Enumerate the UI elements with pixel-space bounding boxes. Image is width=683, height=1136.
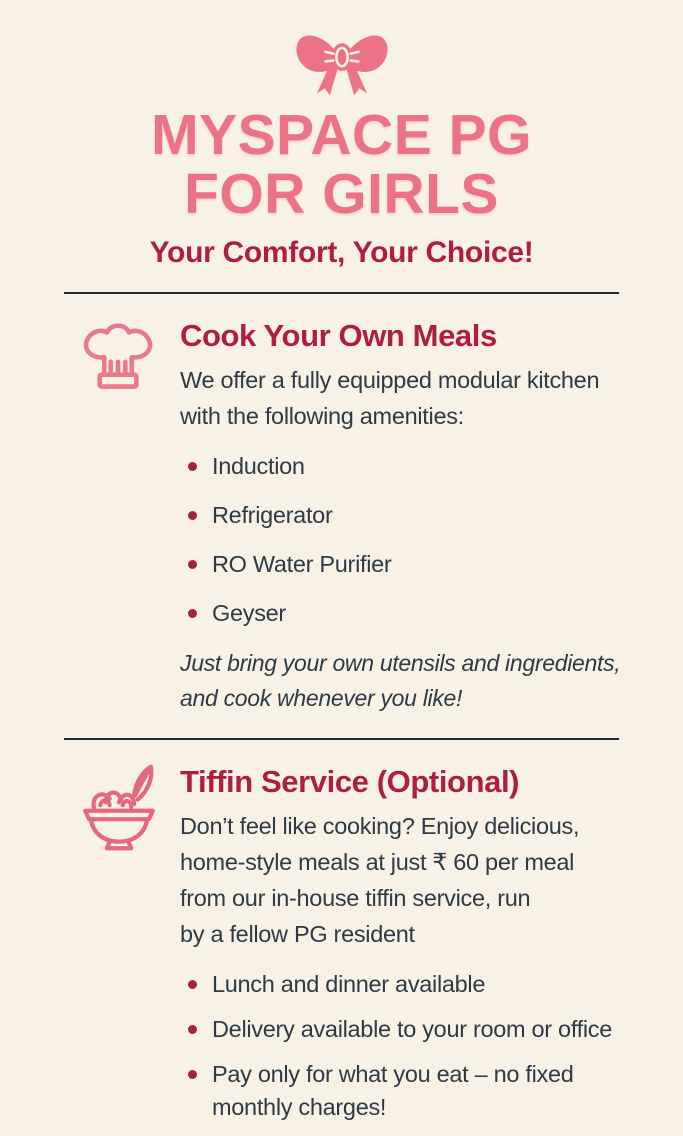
bullet-dot (188, 560, 197, 569)
tiffin-bowl-icon (74, 760, 164, 854)
bullet-dot (188, 511, 197, 520)
section2-content (180, 758, 655, 1136)
bullet-dot (188, 980, 197, 989)
list-item (186, 499, 655, 532)
section2-intro-line3: from our in-house tiffin service, run (180, 885, 531, 912)
section-cook-your-own-meals (0, 294, 683, 716)
amenities-list (186, 450, 655, 630)
section2-heading: Tiffin Service (Optional) (180, 764, 520, 800)
list-item (186, 548, 655, 581)
list-item (186, 450, 655, 483)
feature-pay-line1: Pay only for what you eat – no fixed (212, 1061, 574, 1088)
tiffin-features-list (186, 968, 655, 1124)
section1-note (180, 646, 655, 716)
amenity-geyser: Geyser (212, 600, 286, 627)
list-item (186, 968, 655, 1001)
chef-hat-icon (74, 314, 162, 406)
amenity-refrigerator: Refrigerator (212, 502, 333, 529)
section2-intro-line2: home-style meals at just ₹ 60 per meal (180, 849, 575, 876)
section1-heading: Cook Your Own Meals (180, 318, 497, 354)
header (0, 0, 683, 270)
bullet-dot (188, 1070, 197, 1079)
section1-content (180, 312, 655, 716)
tagline: Your Comfort, Your Choice! (149, 236, 534, 270)
feature-lunch-dinner: Lunch and dinner available (212, 971, 486, 998)
amenity-ro-water-purifier: RO Water Purifier (212, 551, 392, 578)
note-line1: Just bring your own utensils and ingredients, (180, 650, 621, 677)
section2-intro-line4: by a fellow PG resident (180, 921, 415, 948)
page-title (0, 103, 683, 226)
section1-intro-line1: We offer a fully equipped modular kitchen (180, 367, 600, 394)
list-item (186, 1013, 655, 1046)
section1-icon-column (74, 312, 180, 406)
feature-delivery: Delivery available to your room or office (212, 1016, 613, 1043)
bullet-dot (188, 609, 197, 618)
section2-intro-line1: Don’t feel like cooking? Enjoy delicious, (180, 813, 580, 840)
bow-icon (290, 26, 394, 102)
amenity-induction: Induction (212, 453, 305, 480)
bullet-dot (188, 1025, 197, 1034)
section2-icon-column (74, 758, 180, 854)
bullet-dot (188, 462, 197, 471)
list-item (186, 597, 655, 630)
section1-intro-line2: with the following amenities: (180, 403, 464, 430)
note-line2: and cook whenever you like! (180, 685, 463, 712)
title-line-2: FOR GIRLS (184, 161, 499, 226)
section-tiffin-service (0, 740, 683, 1136)
list-item (186, 1058, 655, 1124)
title-line-1: MYSPACE PG (151, 103, 532, 167)
feature-pay-line2: monthly charges! (212, 1094, 387, 1121)
